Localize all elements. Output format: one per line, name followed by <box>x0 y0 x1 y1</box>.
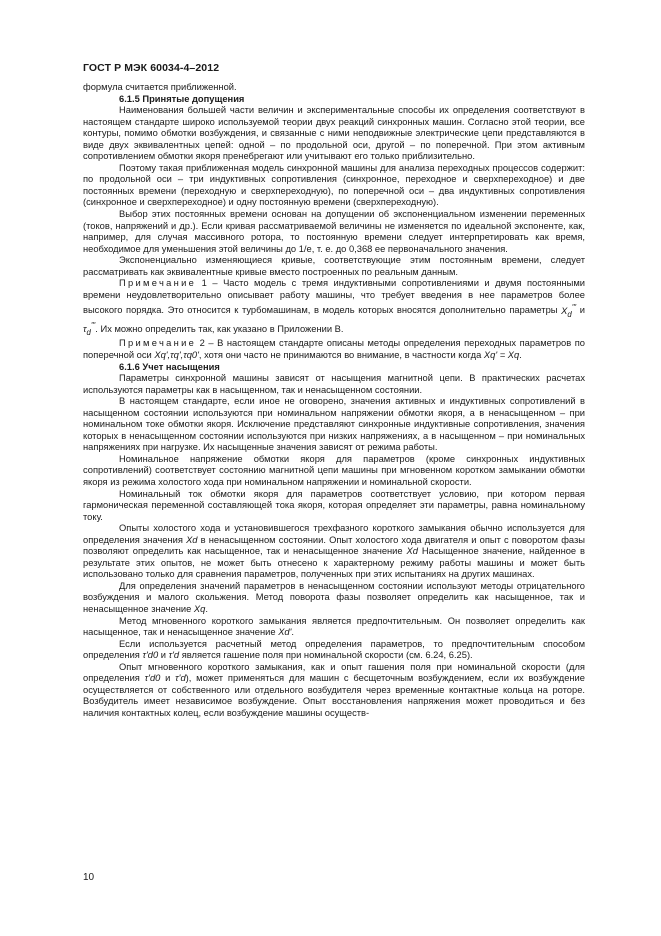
note-text: – Часто модель с тремя индуктивными сопротивлениями и двумя постоянными времени неудовлетворительно описывает работу машины, что требует введения в нее параметров более высокого порядка. Это относится к турбомашинам, в модель которых вносятся дополнительно параметры <box>83 278 585 316</box>
note-text: . Их можно определить так, как указано в Приложении В. <box>95 324 344 335</box>
paragraph: Наименования большей части величин и экспериментальные способы их определения соответствуют в настоящем стандарте широко используемой теории двух реакций синхронных машин. Согласно этой теории, все контуры, помимо обмотки возбуждения, и связанные с ними неподвижные электрические цепи представляются в виде двух эквивалентных цепей: одной – по продольной оси, другой – по поперечной. При этом активным сопротивлением обмотки якоря пренебрегают или учитывают его только приблизительно. <box>83 105 585 162</box>
note-1 <box>83 278 585 338</box>
symbol: τ'd0 <box>144 673 161 684</box>
note-number: 2 <box>199 338 205 349</box>
note-label: Примечание <box>119 278 197 289</box>
symbol: Xq' = Xq <box>483 349 520 360</box>
symbol: τ'd0 <box>142 650 159 661</box>
note-text: . <box>519 349 522 360</box>
note-text: , хотя они часто не принимаются во внимание, в частности когда <box>198 349 482 360</box>
symbol: Xd <box>186 534 198 545</box>
paragraph: Для определения значений параметров в ненасыщенном состоянии используют методы отрицательного возбуждения и малого скольжения. Метод поворота фазы позволяет определить как насыщенное, так и ненасыщенное значение Xq. <box>83 580 585 614</box>
paragraph: Параметры синхронной машины зависят от насыщения магнитной цепи. В практических расчетах используются параметры как в насыщенном, так и ненасыщенном состоянии. <box>83 373 585 395</box>
paragraph: Экспоненциально изменяющиеся кривые, соответствующие этим постоянным времени, следует рассматривать как эквивалентные кривые вместо построенных по реальным данным. <box>83 255 585 277</box>
paragraph: В настоящем стандарте, если иное не оговорено, значения активных и индуктивных сопротивлений в насыщенном состоянии используются при номинальном напряжении обмотки якоря, а в ненасыщенном – при номинальном токе обмотки якоря. Исключение представляют синхронные индуктивные сопротивления, значения которых в ненасыщенном состоянии используются при низких напряжениях, а в насыщенном – при номинальных напряжениях при нагрузке. Их насыщенные значения зависят от режима работы. <box>83 396 585 453</box>
symbol: Xq <box>193 604 206 614</box>
paragraph-continuation: формула считается приближенной. <box>83 82 237 92</box>
note-label: Примечание <box>119 338 197 349</box>
symbol: Xd' <box>278 627 292 638</box>
section-heading-6-1-5: 6.1.5 Принятые допущения <box>119 93 245 104</box>
symbol: τ'd <box>168 650 180 661</box>
note-number: 1 <box>201 278 207 289</box>
paragraph: Если используется расчетный метод определения параметров, то предпочтительным способом определения τ'd0 и τ'd является гашение поля при номинальной скорости (см. 6.24, 6.25). <box>83 638 585 661</box>
symbol: τ'd <box>175 673 186 684</box>
paragraph: Номинальное напряжение обмотки якоря для параметров (кроме синхронных индуктивных сопротивлений) соответствует состоянию магнитной цепи машины при мгновенном коротком замыкании обмотки якоря из режима холостого хода при номинальном напряжении и номинальной скорости. <box>83 453 585 487</box>
document-header: ГОСТ Р МЭК 60034-4–2012 <box>83 62 220 74</box>
paragraph: Номинальный ток обмотки якоря для параметров соответствует условию, при котором первая гармоническая переменной составляющей тока якоря, которая определяет эти параметры, равна номинальному току. <box>83 488 585 522</box>
paragraph: Метод мгновенного короткого замыкания является предпочтительным. Он позволяет определить как насыщенное, так и ненасыщенное значение Xd'. <box>83 615 585 638</box>
page-number: 10 <box>83 872 95 883</box>
paragraph: Опыты холостого хода и установившегося трехфазного короткого замыкания обычно используется для определения значения Xd в ненасыщенном состоянии. Опыт холостого хода двигателя и опыт с поворотом фазы позволяют определить как насыщенное, так и ненасыщенное значение Xd Насыщенное значение, найденное в результате этих опытов, не может быть отнесено к характерному режиму работы машины и может быть использовано только для сравнения параметров, полученных при этих испытаниях на других машинах. <box>83 523 585 580</box>
section-heading-6-1-6: 6.1.6 Учет насыщения <box>119 361 220 372</box>
symbol: $X_d'''$ <box>561 302 577 319</box>
symbol: $\tau_d'''$ <box>83 320 96 337</box>
note-2 <box>83 338 585 361</box>
note-text: – В настоящем стандарте описаны методы определения переходных параметров по поперечной оси <box>83 338 585 360</box>
note-text: и <box>579 305 585 316</box>
symbol: Xq',τq',τq0' <box>154 349 199 360</box>
paragraph: Выбор этих постоянных времени основан на допущении об экспоненциальном изменении переменных (токов, напряжений и др.). Если кривая рассматриваемой величины не изменяется по идеальной экспоненте, как, например, для случая массивного ротора, то постоянную времени следует интерпретировать как время, необходимое для уменьшения этой величины до 1/е, т. е. до 0,368 ее первоначального значения. <box>83 209 585 254</box>
paragraph: Опыт мгновенного короткого замыкания, как и опыт гашения поля при номинальной скорости (для определения τ'd0 и τ'd), может применяться для машин с бесщеточным возбуждением, если их возбуждение осуществляется от собственного или отдельного возбудителя через временные контактные кольца на роторе. Возбудитель имеет независимое возбуждение. Опыт восстановления напряжения может проводиться и без наличия контактных колец, если возбуждение машины осуществ- <box>83 661 585 718</box>
symbol: Xd <box>406 546 418 557</box>
paragraph: Поэтому такая приближенная модель синхронной машины для анализа переходных процессов содержит: по продольной оси – три индуктивных сопротивления (синхронное, переходное и сверхпереходное) и две постоянных времени (переходную и сверхпереходную), по поперечной оси – два индуктивных сопротивления (синхронное и сверхпереходное) и одну постоянную времени (сверхпереходную). <box>83 162 585 208</box>
document-body <box>83 82 585 719</box>
